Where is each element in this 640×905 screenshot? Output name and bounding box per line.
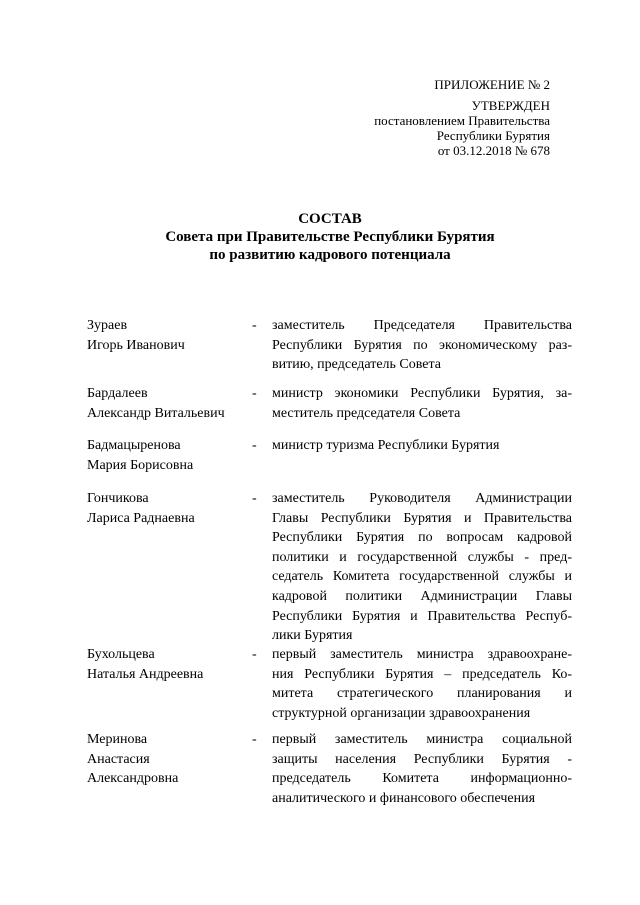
member-role — [272, 316, 572, 375]
role-line: Главы Республики Бурятия и Правительства — [272, 510, 572, 526]
approval-line: Республики Бурятия — [436, 128, 550, 143]
role-line: меститель председателя Совета — [272, 405, 461, 421]
role-line: защиты населения Республики Бурятия - — [272, 751, 572, 767]
role-line: кадровой политики Администрации Главы — [272, 588, 572, 604]
member-surname: Бухольцева — [87, 647, 155, 662]
dash-separator: - — [252, 647, 257, 662]
role-line: политики и государственной службы - пред- — [272, 549, 572, 565]
member-given-name: Игорь Иванович — [87, 337, 185, 353]
role-line: митета стратегического планирования и — [272, 686, 572, 702]
member-name — [87, 489, 252, 528]
role-line: первый заместитель министра здравоохране- — [272, 647, 572, 662]
member-surname: Бардалеев — [87, 386, 148, 401]
role-line: Республики Бурятия по вопросам кадровой — [272, 530, 572, 546]
member-name — [87, 316, 252, 355]
role-line: первый заместитель министра социальной — [272, 732, 572, 747]
title-line: Совета при Правительстве Республики Бурятия — [165, 229, 495, 245]
role-line: ния Республики Бурятия – председатель Ко- — [272, 666, 572, 682]
approval-line: постановлением Правительства — [374, 113, 550, 128]
member-given-name: Мария Борисовна — [87, 457, 194, 473]
member-given-name: Наталья Андреевна — [87, 666, 204, 682]
document-title — [90, 210, 570, 264]
member-role — [272, 645, 572, 723]
member-given-name: Анастасия — [87, 751, 150, 767]
dash-separator: - — [252, 318, 257, 333]
member-surname: Гончикова — [87, 491, 149, 506]
role-line: аналитического и финансового обеспечения — [272, 790, 536, 806]
member-surname: Бадмацыренова — [87, 438, 181, 453]
role-line: витию, председатель Совета — [272, 357, 441, 373]
member-name — [87, 730, 252, 789]
member-patronymic: Александровна — [87, 771, 179, 787]
member-surname: Зураев — [87, 318, 128, 333]
role-line: министр туризма Республики Бурятия — [272, 438, 500, 453]
appendix-number: ПРИЛОЖЕНИЕ № 2 — [434, 77, 550, 92]
member-given-name: Александр Витальевич — [87, 405, 225, 421]
dash-separator: - — [252, 491, 257, 506]
member-role — [272, 436, 572, 456]
role-line: Республики Бурятия и Правительства Респуб- — [272, 608, 572, 624]
role-line: заместитель Руководителя Администрации — [272, 491, 572, 506]
approval-line: УТВЕРЖДЕН — [471, 98, 550, 113]
dash-separator: - — [252, 438, 257, 453]
member-name — [87, 384, 252, 423]
member-surname: Меринова — [87, 732, 148, 747]
member-name — [87, 436, 252, 475]
approval-block — [300, 98, 550, 158]
title-line: СОСТАВ — [298, 211, 362, 227]
member-role — [272, 489, 572, 646]
role-line: заместитель Председателя Правительства — [272, 318, 572, 333]
role-line: седатель Комитета государственной службы и — [272, 569, 572, 585]
role-line: лики Бурятия — [272, 628, 353, 644]
role-line: председатель Комитета информационно- — [272, 771, 572, 787]
dash-separator: - — [252, 386, 257, 401]
role-line: министр экономики Республики Бурятия, за- — [272, 386, 572, 401]
title-line: по развитию кадрового потенциала — [209, 247, 451, 263]
dash-separator: - — [252, 732, 257, 747]
member-given-name: Лариса Раднаевна — [87, 510, 195, 526]
role-line: Республики Бурятия по экономическому раз- — [272, 337, 572, 353]
member-role — [272, 384, 572, 423]
member-role — [272, 730, 572, 808]
role-line: структурной организации здравоохранения — [272, 705, 531, 721]
approval-line: от 03.12.2018 № 678 — [437, 143, 550, 158]
member-name — [87, 645, 252, 684]
